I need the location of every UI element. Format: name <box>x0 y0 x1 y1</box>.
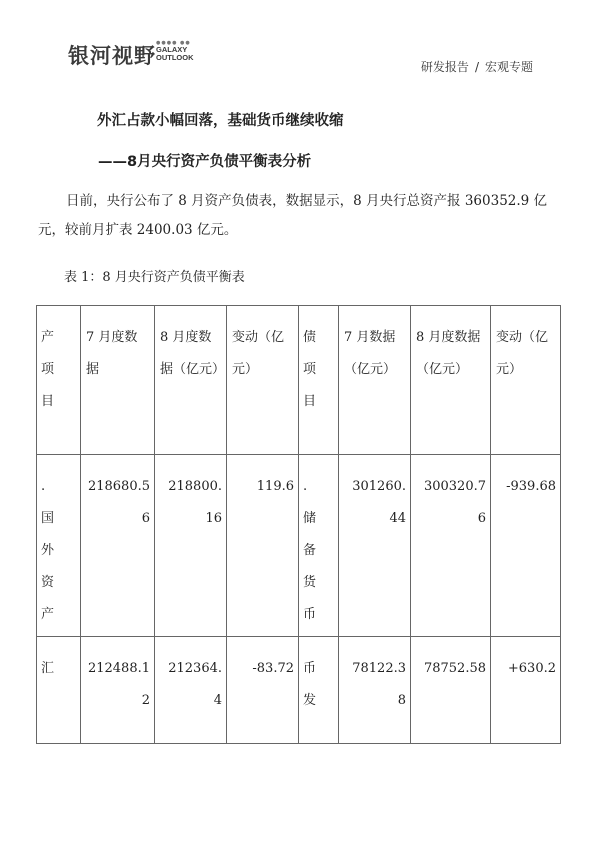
header-jul-data: 7 月度数据 <box>81 306 155 455</box>
cell-jul: 218680.56 <box>81 455 155 637</box>
header-aug-data: 8 月度数据（亿元） <box>155 306 227 455</box>
cell-jul: 212488.12 <box>81 637 155 744</box>
document-subtitle: ——8月央行资产负债平衡表分析 <box>98 154 312 170</box>
document-title: 外汇占款小幅回落，基础货币继续收缩 <box>97 113 344 129</box>
cell-jul-2: 301260.44 <box>339 455 411 637</box>
table-row <box>37 455 561 637</box>
report-section: 宏观专题 <box>484 60 533 74</box>
cell-aug-2: 78752.58 <box>411 637 491 744</box>
logo-dots: ●●●● ●● <box>156 40 191 46</box>
table-header-row <box>37 306 561 455</box>
cell-liability-item: 币发 <box>299 637 339 744</box>
header-separator: / <box>474 60 479 74</box>
cell-aug: 218800.16 <box>155 455 227 637</box>
report-type: 研发报告 <box>420 60 469 74</box>
header-change: 变动（亿元） <box>227 306 299 455</box>
cell-change: -83.72 <box>227 637 299 744</box>
cell-jul-2: 78122.38 <box>339 637 411 744</box>
cell-aug: 212364.4 <box>155 637 227 744</box>
table-row <box>37 637 561 744</box>
header-liability-item: 债项目 <box>299 306 339 455</box>
header-aug-data-2: 8 月度数据（亿元） <box>411 306 491 455</box>
cell-change-2: +630.2 <box>491 637 561 744</box>
header-asset-item: 产项目 <box>37 306 81 455</box>
cell-asset-item: 汇 <box>37 637 81 744</box>
report-category <box>421 58 533 75</box>
logo-text-cn: 银河视野 <box>68 44 156 68</box>
body-paragraph <box>38 187 562 245</box>
header-jul-data-2: 7 月数据（亿元） <box>339 306 411 455</box>
header-change-2: 变动（亿元） <box>491 306 561 455</box>
cell-change-2: -939.68 <box>491 455 561 637</box>
balance-sheet-table <box>36 305 561 744</box>
brand-logo <box>68 42 228 72</box>
table-caption: 表 1：8 月央行资产负债平衡表 <box>64 270 245 285</box>
cell-change: 119.6 <box>227 455 299 637</box>
cell-asset-item: .国外资产 <box>37 455 81 637</box>
logo-text-en: GALAXY OUTLOOK <box>156 45 194 62</box>
cell-aug-2: 300320.76 <box>411 455 491 637</box>
cell-liability-item: .储备货币 <box>299 455 339 637</box>
paragraph-text: 日前，央行公布了 8 月资产负债表，数据显示，8 月央行总资产报 360352.9 亿元，较前月扩表 2400.03 亿元。 <box>38 193 548 238</box>
